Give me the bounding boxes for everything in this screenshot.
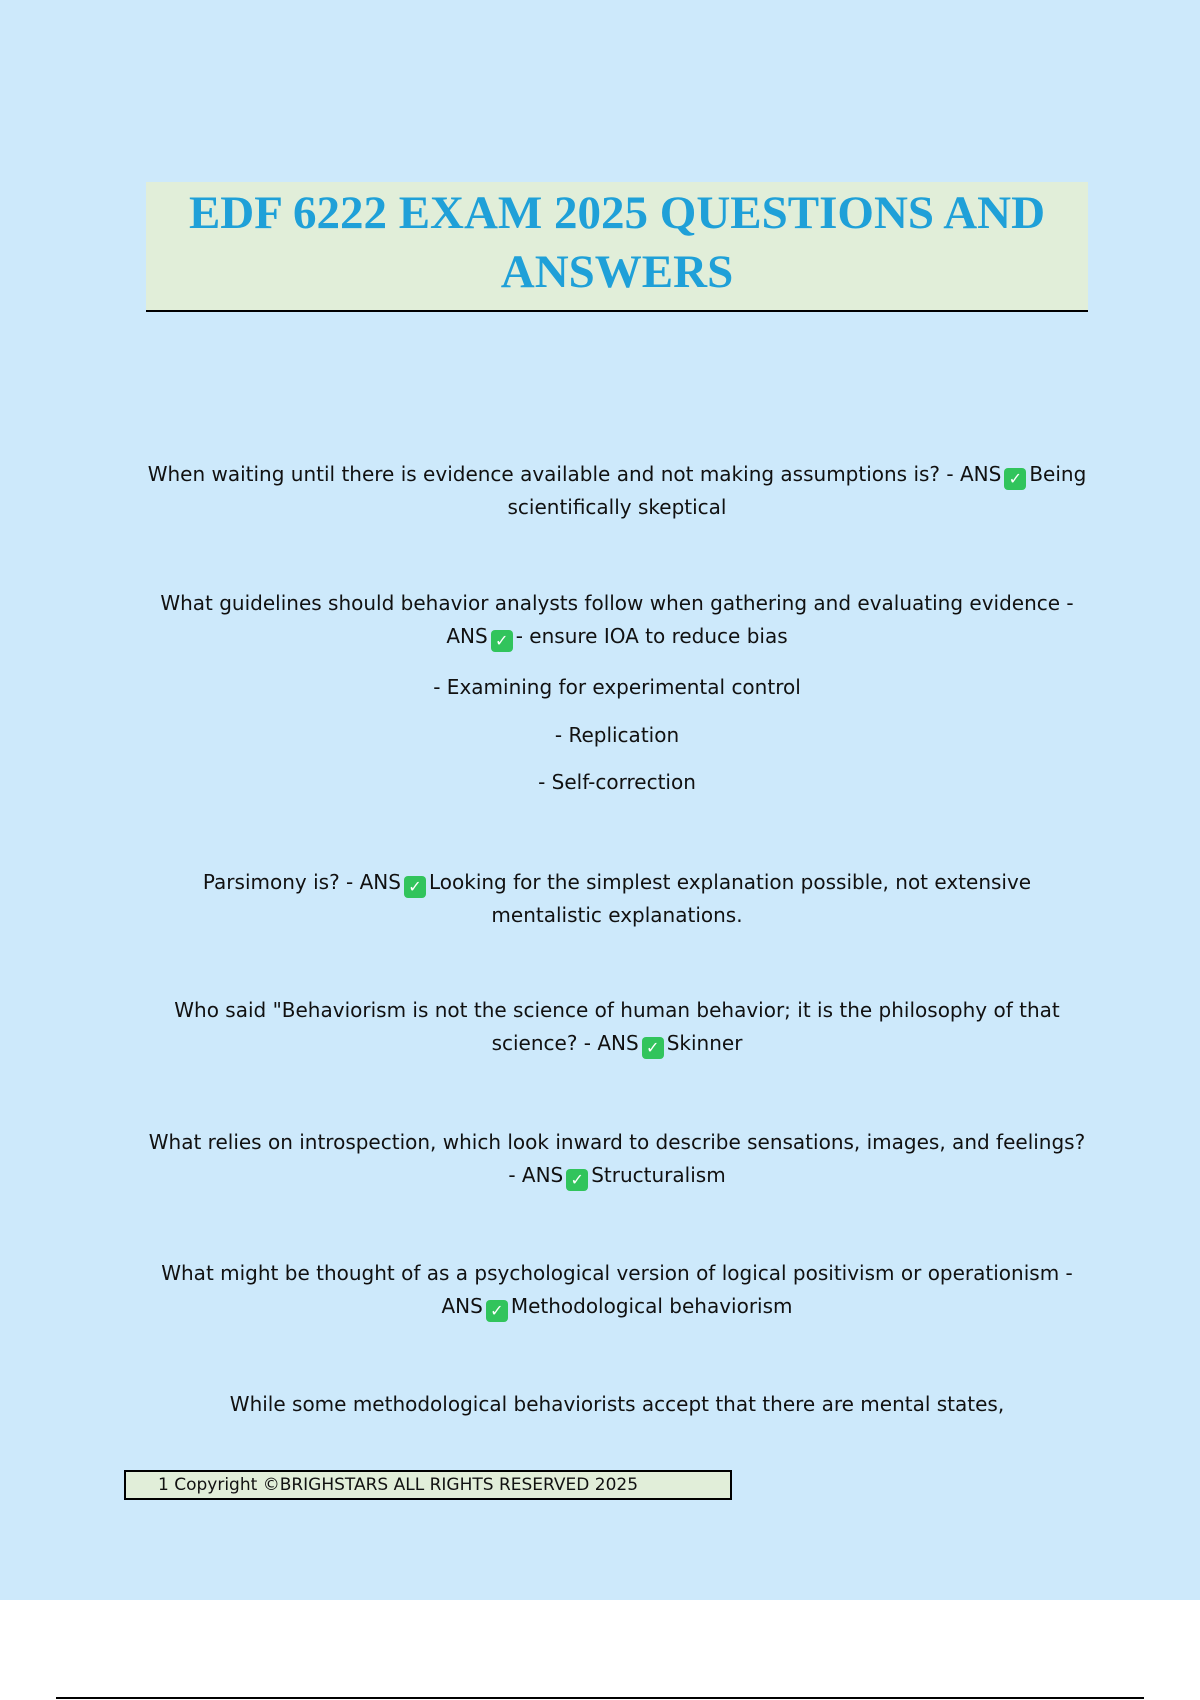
answer-marker: ANS bbox=[359, 870, 401, 894]
qa-item-2 bbox=[146, 587, 1088, 653]
answer-text: Looking for the simplest explanation possible, not extensive mentalistic explanations. bbox=[428, 870, 1032, 927]
answer-bullet: - Replication bbox=[554, 723, 680, 747]
check-icon: ✓ bbox=[486, 1300, 508, 1322]
check-icon: ✓ bbox=[642, 1037, 664, 1059]
answer-text: Skinner bbox=[666, 1031, 743, 1055]
check-icon: ✓ bbox=[404, 876, 426, 898]
question-text: What might be thought of as a psychological version of logical positivism or operationism - bbox=[161, 1261, 1073, 1285]
document-title: EDF 6222 EXAM 2025 QUESTIONS AND ANSWERS bbox=[188, 187, 1046, 298]
answer-text: Being scientifically skeptical bbox=[507, 462, 1087, 519]
question-text: Who said "Behaviorism is not the science of human behavior; it is the philosophy of that science? - bbox=[174, 998, 1060, 1055]
qa-item-5 bbox=[146, 1126, 1088, 1192]
answer-marker: ANS bbox=[521, 1163, 564, 1187]
qa-item-6 bbox=[146, 1257, 1088, 1323]
question-text: What guidelines should behavior analysts follow when gathering and evaluating evidence - bbox=[160, 591, 1074, 615]
answer-text: - ensure IOA to reduce bias bbox=[515, 624, 788, 648]
qa-item-3 bbox=[146, 866, 1088, 932]
trailing-paragraph: While some methodological behaviorists accept that there are mental states, bbox=[229, 1392, 1005, 1416]
answer-bullet: - Examining for experimental control bbox=[433, 675, 801, 699]
title-banner bbox=[146, 182, 1088, 312]
answer-bullet: - Self-correction bbox=[538, 770, 696, 794]
answer-marker: ANS bbox=[441, 1294, 483, 1318]
answer-marker: ANS bbox=[959, 462, 1002, 486]
copyright-footer: 1 Copyright ©BRIGHSTARS ALL RIGHTS RESERVED 2025 bbox=[124, 1470, 732, 1500]
check-icon: ✓ bbox=[491, 630, 513, 652]
qa-item-4 bbox=[146, 994, 1088, 1060]
answer-text: Structuralism bbox=[591, 1163, 726, 1187]
question-text: Parsimony is? - bbox=[202, 870, 354, 894]
question-text: What relies on introspection, which look inward to describe sensations, images, and feelings? - bbox=[148, 1130, 1086, 1187]
question-text: When waiting until there is evidence available and not making assumptions is? - bbox=[147, 462, 954, 486]
answer-marker: ANS bbox=[597, 1031, 639, 1055]
qa-item-1 bbox=[146, 458, 1088, 524]
bottom-divider bbox=[56, 1697, 1144, 1699]
answer-marker: ANS bbox=[446, 624, 488, 648]
answer-text: Methodological behaviorism bbox=[510, 1294, 793, 1318]
check-icon: ✓ bbox=[1004, 468, 1026, 490]
check-icon: ✓ bbox=[566, 1169, 588, 1191]
